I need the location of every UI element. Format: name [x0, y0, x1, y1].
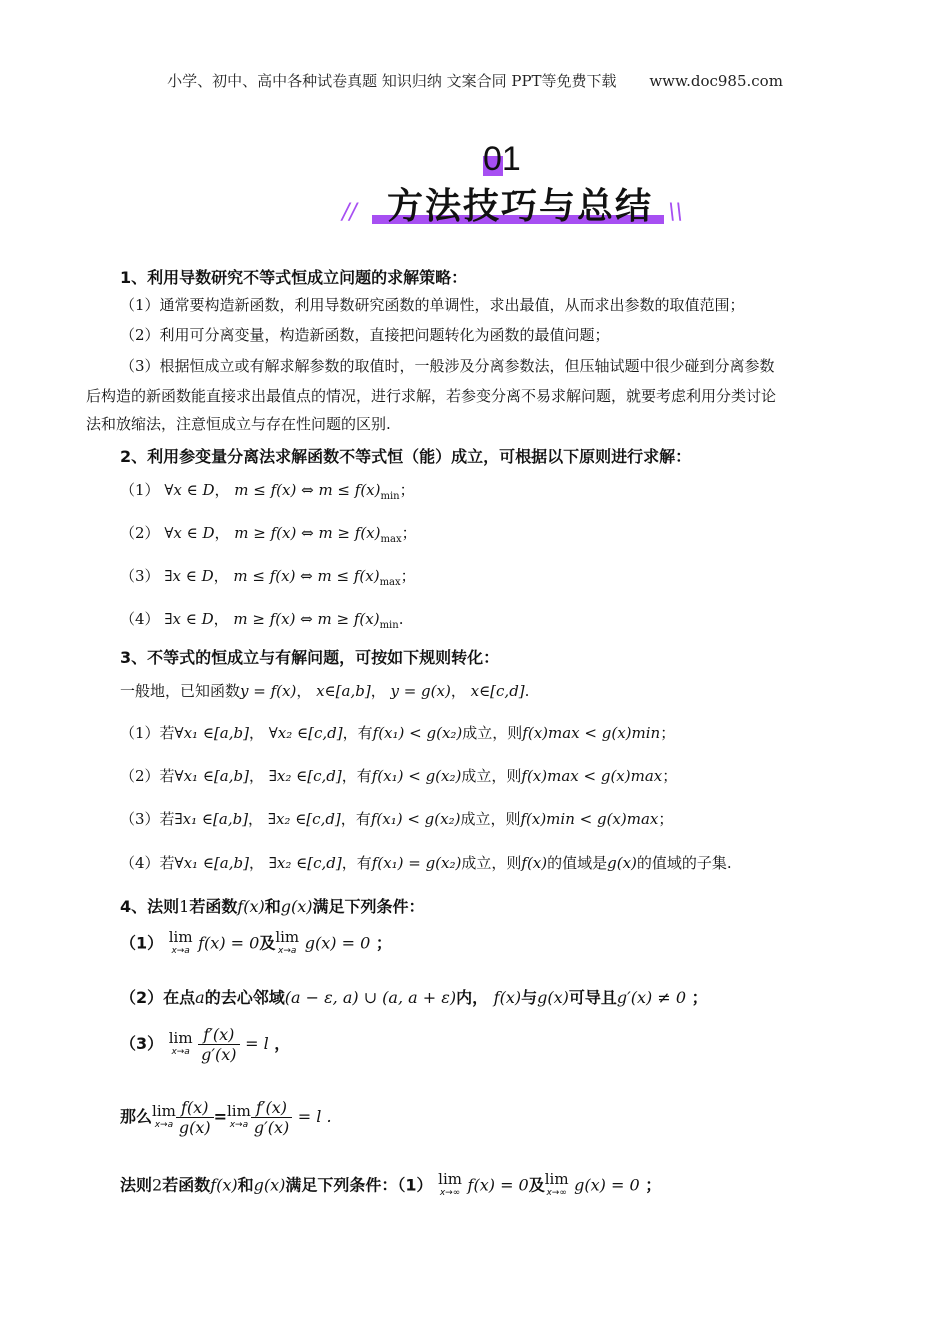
s4-cond-3: （3） lim x→a $\frac{f'(x)}{g'(x)}$ = l ， [120, 1025, 291, 1064]
page-header [0, 70, 950, 91]
section-2-heading: 2、利用参变量分离法求解函数不等式恒（能）成立，可根据以下原则进行求解： [120, 447, 692, 466]
s2-item-2: （2） ∀x ∈ D， m ≥ f(x) ⇔ $m \ge f(x)_{max}$； [120, 524, 417, 545]
header-text: 小学、初中、高中各种试卷真题 知识归纳 文案合同 PPT等免费下载 [167, 72, 617, 90]
header-url[interactable]: www.doc985.com [649, 72, 783, 90]
s2-item-4: （4） ∃x ∈ D， m ≥ f(x) ⇔ $m \ge f(x)_{min}$. [120, 610, 404, 631]
section-4-heading: 4、法则1若函数f(x)和g(x)满足下列条件： [120, 897, 425, 916]
s1-paragraph-3a: （3）根据恒成立或有解求解参数的取值时，一般涉及分离参数法，但压轴试题中很少碰到分离参数 [120, 357, 775, 375]
s1-paragraph-3c: 法和放缩法，注意恒成立与存在性问题的区别. [86, 415, 391, 433]
s3-intro: 一般地，已知函数y = f(x)， x∈[a,b]， y = g(x)， x∈[c,d]. [120, 682, 530, 700]
s2-item-1: （1） ∀x ∈ D， m ≤ f(x) ⇔ $m \le f(x)_{min}$； [120, 481, 415, 502]
s1-paragraph-3b: 后构造的新函数能直接求出最值点的情况，进行求解，若参变分离不易求解问题，就要考虑利用分类讨论 [86, 387, 777, 405]
section-3-heading: 3、不等式的恒成立与有解问题，可按如下规则转化： [120, 648, 500, 667]
s3-item-1: （1）若∀x₁ ∈[a,b]， ∀x₂ ∈[c,d]，有f(x₁) < g(x₂)成立，则f(x)max < g(x)min； [120, 724, 676, 742]
s4-cond-1: （1） lim x→a f(x) = 0及 lim x→a g(x) = 0 ； [120, 928, 392, 956]
s5-heading: 法则2若函数f(x)和g(x)满足下列条件：（1） lim x→∞ f(x) = 0及 lim x→∞ g(x) = 0 ； [120, 1170, 662, 1198]
slash-left-decoration: // [342, 200, 357, 225]
s3-item-3: （3）若∃x₁ ∈[a,b]， ∃x₂ ∈[c,d]，有f(x₁) < g(x₂)成立，则f(x)min < g(x)max； [120, 810, 674, 828]
s3-item-2: （2）若∀x₁ ∈[a,b]， ∃x₂ ∈[c,d]，有f(x₁) < g(x₂)成立，则f(x)max < g(x)max； [120, 767, 678, 785]
slash-right-decoration: \\ [668, 200, 683, 225]
section-number: 01 [483, 140, 521, 178]
s1-paragraph-1: （1）通常要构造新函数，利用导数研究函数的单调性，求出最值，从而求出参数的取值范围； [120, 296, 745, 314]
section-title: 方法技巧与总结 [386, 186, 653, 227]
s1-paragraph-2: （2）利用可分离变量，构造新函数，直接把问题转化为函数的最值问题； [120, 326, 610, 344]
s4-conclusion: 那么 lim x→a $\frac{f(x)}{g(x)}$ = lim x→a $\frac{f'(x)}{g'(x)}$ = l . [120, 1098, 332, 1137]
s3-item-4: （4）若∀x₁ ∈[a,b]， ∃x₂ ∈[c,d]，有f(x₁) = g(x₂)成立，则f(x)的值域是g(x)的值域的子集. [120, 854, 732, 872]
s2-item-3: （3） ∃x ∈ D， m ≤ f(x) ⇔ $m \le f(x)_{max}$； [120, 567, 416, 588]
section-1-heading: 1、利用导数研究不等式恒成立问题的求解策略： [120, 268, 468, 287]
s4-cond-2: （2）在点a的去心邻域(a − ε, a) ∪ (a, a + ε)内， f(x)与g(x)可导且g′(x) ≠ 0 ； [120, 988, 708, 1007]
